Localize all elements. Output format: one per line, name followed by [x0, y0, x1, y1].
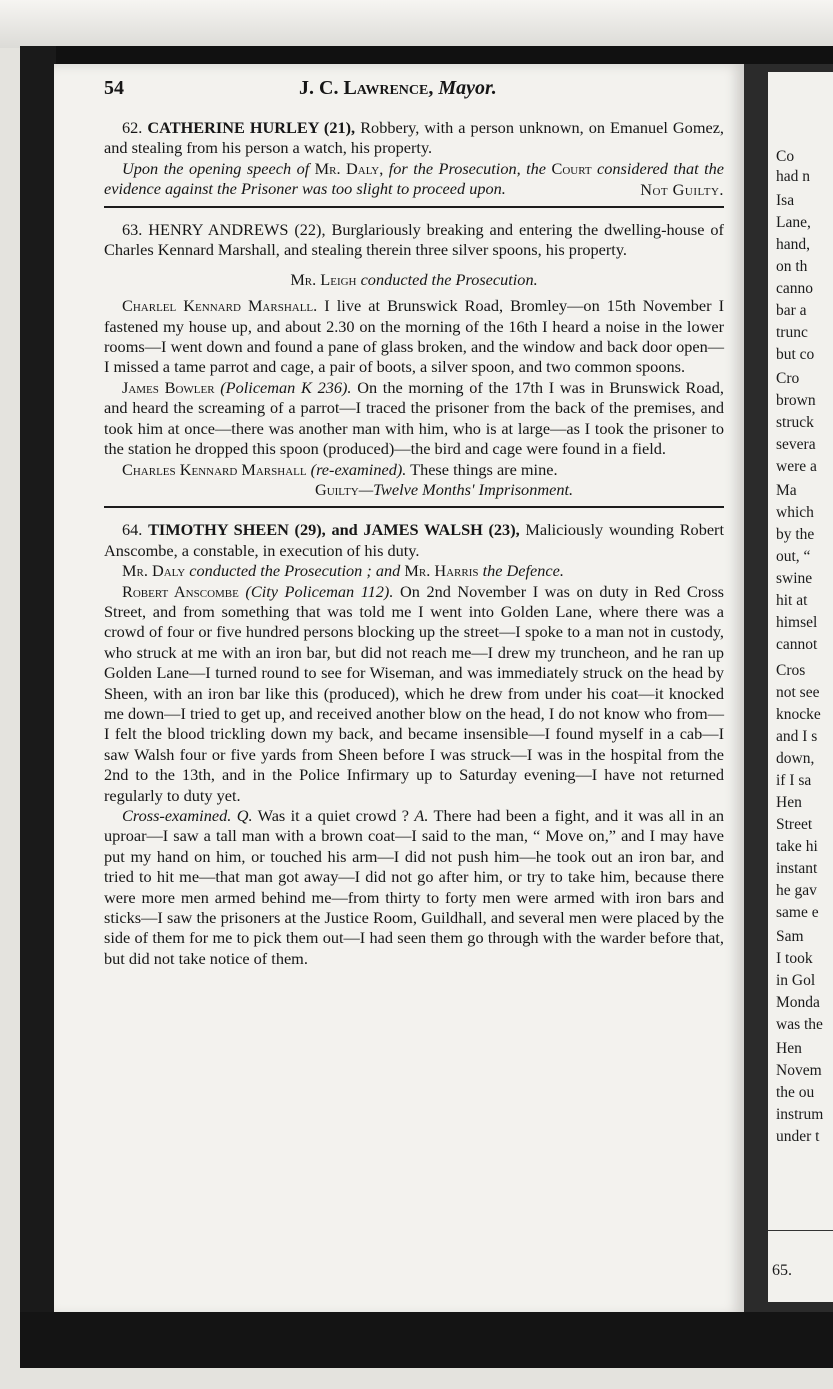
facing-page-line: Novem	[776, 1062, 822, 1079]
book-binding-top	[20, 46, 833, 64]
facing-page-line: hand,	[776, 236, 811, 253]
page-number: 54	[104, 77, 124, 99]
facing-page-line: but co	[776, 346, 815, 363]
counsel-role: conducted the Prosecution.	[360, 269, 538, 289]
facing-page-line: swine	[776, 570, 813, 587]
facing-page-line: Cros	[776, 662, 806, 679]
facing-page-line: I took	[776, 950, 813, 967]
defendant-names: HENRY ANDREWS (22),	[148, 220, 326, 240]
facing-page-line: brown	[776, 392, 816, 409]
running-head-title: Mayor.	[438, 77, 497, 99]
facing-page-line: which	[776, 504, 814, 521]
facing-page-rule	[768, 1230, 833, 1231]
counsel-role: the Defence.	[482, 561, 564, 581]
facing-page-line: Hen	[776, 794, 802, 811]
running-head-name: J. C. Lawrence,	[299, 77, 434, 99]
facing-page-line: not see	[776, 684, 820, 701]
counsel-name: Mr. Daly	[122, 561, 186, 581]
case-64-heading	[104, 520, 724, 561]
section-divider	[104, 506, 724, 508]
witness-detail: (Policeman K 236).	[220, 377, 352, 397]
facing-page-line: in Gol	[776, 972, 816, 989]
charge-text: Maliciously wounding Robert Anscombe, a constable, in execution of his duty.	[104, 520, 725, 560]
counsel-name: Mr. Harris	[404, 561, 479, 581]
witness-name: Charles Kennard Marshall	[122, 459, 307, 479]
answer-text: There had been a fight, and it was all in an uproar—I saw a tall man with a brown coat—I said to the man, “ Move on,” and I may have put my hand on him, or touched his arm—I did not push him—he took out an iron bar, and tried to hit me—that man got away—I did not go after him, or try to take him, because there were more men armed behind me—from thirty to forty men were armed with iron bars and sticks—I saw the prisoners at the Justice Room, Guildhall, and several men were placed by the side of them for me to pick them out—I had seen them go through with the warder before that, but did not take notice of them.	[104, 806, 724, 968]
facing-page-line: canno	[776, 280, 814, 297]
facing-page-line: Cro	[776, 370, 800, 387]
facing-page-line: had n	[776, 168, 811, 185]
witness-detail: (City Policeman 112).	[245, 581, 394, 601]
defendant-names: CATHERINE HURLEY (21),	[147, 118, 356, 137]
witness-detail: (re-examined).	[310, 459, 407, 479]
answer-marker: A.	[414, 806, 429, 825]
question-marker: Q.	[236, 806, 253, 825]
witness-name: Charlel Kennard Marshall.	[122, 296, 318, 316]
defendant-names: TIMOTHY SHEEN (29), and JAMES WALSH (23),	[148, 520, 520, 540]
facing-page-line: instant	[776, 860, 818, 877]
verdict-label: Guilty	[314, 479, 359, 499]
question-text: Was it a quiet crowd ?	[257, 806, 410, 825]
facing-page-line: knocke	[776, 706, 821, 723]
facing-page	[768, 72, 833, 1302]
testimony-paragraph	[104, 582, 724, 806]
facing-page-case-number: 65.	[772, 1262, 792, 1279]
facing-page-line: if I sa	[776, 772, 812, 789]
facing-page-line: instrum	[776, 1106, 824, 1123]
facing-page-line: were a	[776, 458, 817, 475]
facing-page-line: Isa	[776, 192, 795, 209]
facing-page-line: struck	[776, 414, 814, 431]
book-binding-bottom	[20, 1312, 833, 1368]
case-number: 64.	[122, 520, 143, 540]
case-63-heading	[104, 220, 724, 261]
page-header	[104, 78, 724, 118]
book-binding-left	[20, 46, 56, 1332]
testimony-paragraph	[104, 460, 724, 480]
note-text: for the Prosecution, the	[388, 158, 547, 178]
cross-examined-label: Cross-examined.	[122, 806, 232, 825]
facing-page-line: Monda	[776, 994, 820, 1011]
facing-page-line: Ma	[776, 482, 797, 499]
facing-page-line: and I s	[776, 728, 818, 745]
case-62-heading	[104, 118, 724, 159]
facing-page-line: Lane,	[776, 214, 811, 231]
facing-page-line: trunc	[776, 324, 808, 341]
scan-background	[0, 0, 833, 48]
facing-page-line: Co	[776, 148, 795, 165]
testimony-text: I live at Brunswick Road, Bromley—on 15th November I fastened my house up, and about 2.30 on the morning of the 16th I heard a noise in the lower rooms—I went down and found a pane of glass broken, and the window and back door open—I missed a tame parrot and cage, a pair of boots, a silver spoon, and two common spoons.	[104, 296, 724, 377]
counsel-role: conducted the Prosecution ; and	[189, 561, 401, 581]
facing-page-line: Sam	[776, 928, 804, 945]
witness-name: James Bowler	[122, 377, 215, 397]
charge-text: Burglariously breaking and entering the dwelling-house of Charles Kennard Marshall, and stealing therein three silver spoons, his property.	[104, 220, 724, 260]
case-62-verdict: Not Guilty.	[640, 179, 724, 199]
facing-page-line: bar a	[776, 302, 807, 319]
facing-page-line: the ou	[776, 1084, 815, 1101]
facing-page-line: cannot	[776, 636, 818, 653]
testimony-text: On the morning of the 17th I was in Brunswick Road, and heard the screaming of a parrot—I traced the prisoner from the back of the premises, and took him at once—there was another man with him, who is at large—as I took the prisoner to the station he dropped this spoon (produced)—the bird and cage were found in a field.	[104, 377, 724, 459]
court-label: Court	[551, 158, 592, 178]
facing-page-line: severa	[776, 436, 816, 453]
case-63-verdict	[104, 480, 724, 500]
page-content	[104, 78, 724, 969]
facing-page-line: down,	[776, 750, 815, 767]
counsel-name: Mr. Daly,	[314, 158, 384, 178]
counsel-name: Mr. Leigh	[290, 269, 357, 289]
facing-page-line: Hen	[776, 1040, 802, 1057]
spacer	[104, 261, 724, 270]
facing-page-line: take hi	[776, 838, 818, 855]
facing-page-line: on th	[776, 258, 808, 275]
facing-page-line: under t	[776, 1128, 820, 1145]
facing-page-line: he gav	[776, 882, 817, 899]
case-number: 63.	[122, 220, 143, 240]
facing-page-line: out, “	[776, 548, 811, 565]
testimony-paragraph	[104, 378, 724, 460]
case-number: 62.	[122, 118, 143, 137]
witness-name: Robert Anscombe	[122, 581, 239, 601]
running-head	[299, 78, 497, 98]
case-64-counsel	[104, 561, 724, 581]
charge-text: Robbery, with a person unknown, on Emanuel Gomez, and stealing from his person a watch, his property.	[104, 118, 725, 158]
facing-page-line: by the	[776, 526, 815, 543]
facing-page-line: was the	[776, 1016, 823, 1033]
book-page	[54, 64, 744, 1316]
facing-page-line: hit at	[776, 592, 808, 609]
case-63-counsel	[104, 270, 724, 290]
testimony-text: These things are mine.	[410, 459, 558, 479]
facing-page-line: same e	[776, 904, 819, 921]
facing-page-line: Street	[776, 816, 813, 833]
sentence-text: —Twelve Months' Imprisonment.	[358, 479, 574, 499]
section-divider	[104, 206, 724, 208]
cross-examination-paragraph	[104, 806, 724, 969]
note-text: considered that the evidence against the Prisoner was too slight to proceed upon.	[104, 158, 724, 199]
facing-page-line: himsel	[776, 614, 818, 631]
testimony-text: On 2nd November I was on duty in Red Cross Street, and from something that was told me I went into Golden Lane, where there was a crowd of four or five hundred persons blocking up the street—I spoke to a man not in custody, who struck at me with an iron bar, but did not reach me—I drew my truncheon, and he ran up Golden Lane—I turned round to see for Wiseman, and was immediately struck on the head by Sheen, with an iron bar like this (produced), which he drew from under his coat—it knocked me down—I tried to get up, and received another blow on the head, I do not know who from—I felt the blood trickling down my back, and became insensible—I found myself in a cab—I saw Walsh four or five yards from Sheen before I was struck—I was in the hospital from the 2nd to the 13th, and in the Police Infirmary up to Saturday evening—I have not returned regularly to duty yet.	[104, 581, 724, 805]
note-text: Upon the opening speech of	[122, 158, 310, 178]
testimony-paragraph	[104, 296, 724, 378]
